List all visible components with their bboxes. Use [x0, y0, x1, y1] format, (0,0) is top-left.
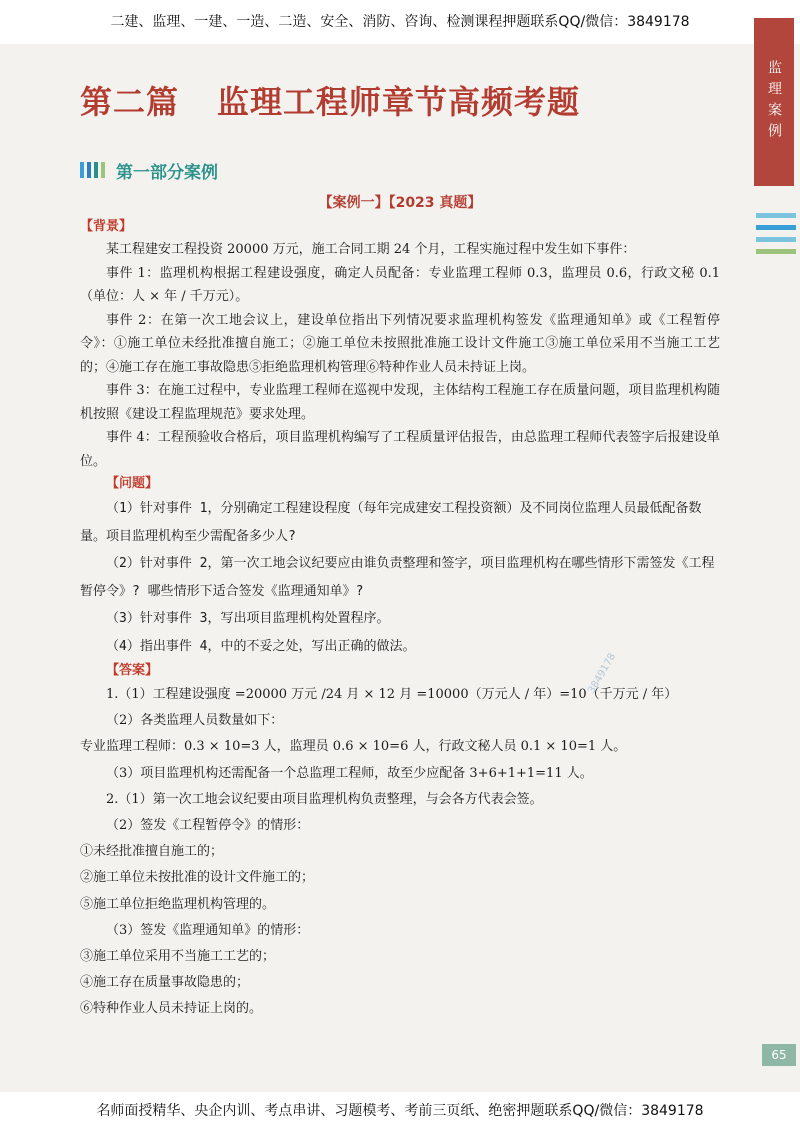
event-1: 事件 1：监理机构根据工程建设强度，确定人员配备：专业监理工程师 0.3，监理员 0.6，行政文秘 0.1（单位：人 × 年 / 千万元）。 — [80, 265, 720, 304]
section-heading — [80, 156, 720, 184]
page-title — [80, 80, 720, 124]
side-stripe-4 — [756, 249, 796, 254]
event-4: 事件 4：工程预验收合格后，项目监理机构编写了工程质量评估报告，由总监理工程师代表签字后报建设单位。 — [80, 430, 720, 469]
question-2: （2）针对事件 2，第一次工地会议纪要应由谁负责整理和签字，项目监理机构在哪些情形下需签发《工程暂停令》? 哪些情形下适合签发《监理通知单》? — [80, 556, 715, 599]
case-title: 【案例一】【2023 真题】 — [318, 195, 482, 211]
event-2: 事件 2：在第一次工地会议上，建设单位指出下列情况要求监理机构签发《监理通知单》或《工程暂停令》：①施工单位未经批准擅自施工；②施工单位未按照批准施工设计文件施工③施工单位采用不当施工工艺的；④施工存在施工事故隐患⑤拒绝监理机构管理⑥特种作业人员未持证上岗。 — [80, 312, 720, 375]
event-3: 事件 3：在施工过程中，专业监理工程师在巡视中发现，主体结构工程施工存在质量问题，项目监理机构随机按照《建设工程监理规范》要求处理。 — [80, 383, 720, 422]
side-stripe-1 — [756, 213, 796, 218]
side-stripe-2 — [756, 225, 796, 230]
answer-line: 2.（1）第一次工地会议纪要由项目监理机构负责整理，与会各方代表会签。 — [106, 791, 543, 807]
answer-line: 1.（1）工程建设强度 =20000 万元 /24 月 × 12 月 =10000（万元人 / 年）=10（千万元 / 年） — [106, 687, 678, 702]
header-banner: 二建、监理、一建、一造、二造、安全、消防、咨询、检测课程押题联系QQ/微信：3849178 — [0, 0, 800, 44]
answer-line: ①未经批准擅自施工的； — [80, 844, 224, 860]
page-number: 65 — [762, 1044, 796, 1066]
question-3: （3）针对事件 3，写出项目监理机构处置程序。 — [106, 611, 390, 626]
side-stripe-3 — [756, 237, 796, 242]
footer-banner: 名师面授精华、央企内训、考点串讲、习题模考、考前三页纸、绝密押题联系QQ/微信：3849178 — [0, 1092, 800, 1131]
answer-line: （3）项目监理机构还需配备一个总监理工程师，故至少应配备 3+6+1+1=11 人。 — [106, 765, 593, 781]
page-content — [80, 80, 720, 1023]
section-bars-icon — [80, 162, 108, 178]
section-title: 第一部分案例 — [116, 162, 218, 183]
question-4: （4）指出事件 4，中的不妥之处，写出正确的做法。 — [106, 638, 416, 654]
title-part-number: 第二篇 — [80, 83, 180, 121]
title-part-text: 监理工程师章节高频考题 — [217, 83, 581, 121]
answer-line: ⑤施工单位拒绝监理机构管理的。 — [80, 896, 276, 912]
answer-line: ③施工单位采用不当施工工艺的； — [80, 949, 276, 965]
background-intro: 某工程建安工程投资 20000 万元，施工合同工期 24 个月，工程实施过程中发生如下事件： — [106, 242, 636, 257]
answer-line: ⑥特种作业人员未持证上岗的。 — [80, 1001, 263, 1017]
question-1: （1）针对事件 1，分别确定工程建设程度（每年完成建安工程投资额）及不同岗位监理人员最低配备数量。项目监理机构至少需配备多少人? — [80, 501, 702, 544]
side-tab: 监理案例 — [754, 18, 794, 186]
answer-line: ②施工单位未按批准的设计文件施工的； — [80, 870, 315, 886]
answer-line: ④施工存在质量事故隐患的； — [80, 975, 250, 991]
answer-line: 专业监理工程师：0.3 × 10=3 人，监理员 0.6 × 10=6 人，行政文秘人员 0.1 × 10=1 人。 — [80, 739, 627, 755]
answer-line: （3）签发《监理通知单》的情形： — [106, 922, 310, 938]
answer-line: （2）各类监理人员数量如下： — [106, 713, 284, 729]
answer-line: （2）签发《工程暂停令》的情形： — [106, 818, 310, 834]
answer-label: 【答案】 — [106, 663, 159, 678]
watermark: 3849178 — [586, 651, 619, 696]
question-label: 【问题】 — [106, 476, 159, 491]
background-label: 【背景】 — [80, 219, 133, 234]
